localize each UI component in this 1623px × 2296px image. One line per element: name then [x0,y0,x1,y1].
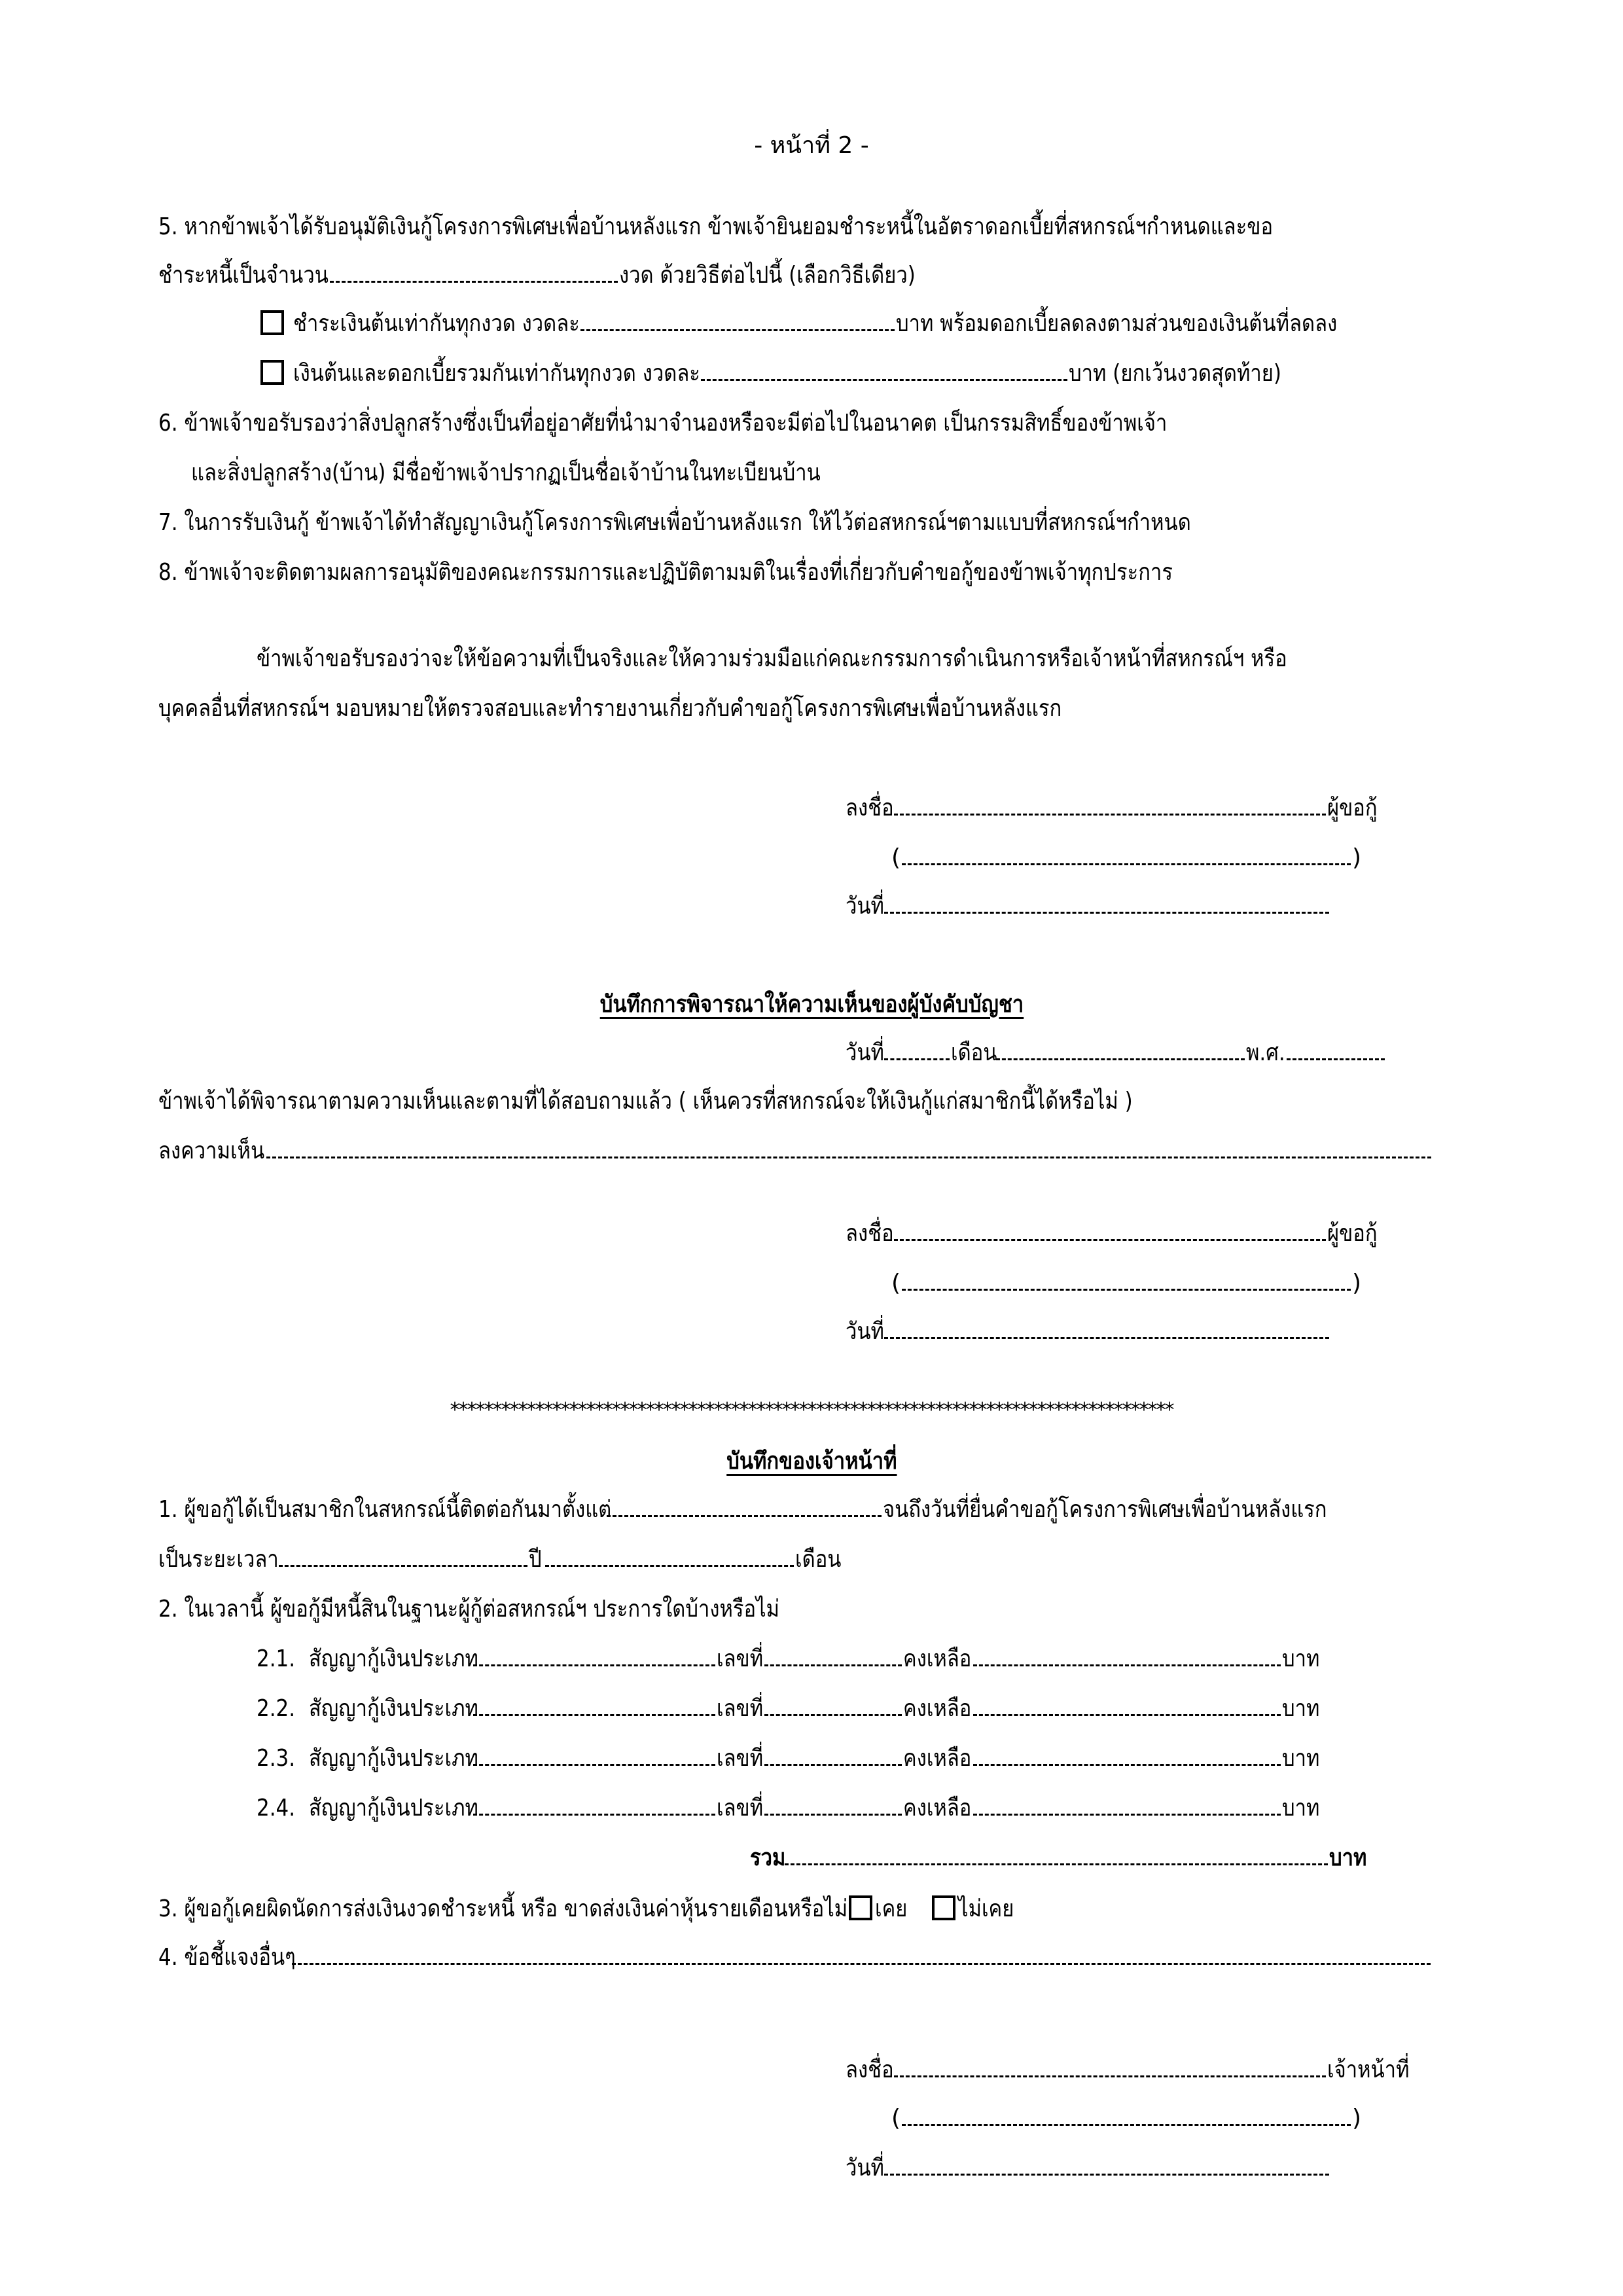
day-field[interactable] [884,1052,950,1060]
option-ever[interactable] [849,1893,912,1926]
contract-type-label: สัญญากู้เงินประเภท [309,1745,479,1772]
contract-row [257,1792,1326,1825]
borrower-name-field[interactable] [902,857,1351,865]
item7: 7. ในการรับเงินกู้ ข้าพเจ้าได้ทำสัญญาเงินกู้โครงการพิเศษเพื่อบ้านหลังแรก ให้ไว้ต่อสหกรณ์ฯตามแบบที่สหกรณ์ฯกำหนด [158,509,1191,536]
supervisor-signature-field[interactable] [894,1232,1326,1241]
contract-number-field[interactable] [764,1708,902,1716]
item8: 8. ข้าพเจ้าจะติดตามผลการอนุมัติของคณะกรรมการและปฏิบัติตามมติในเรื่องที่เกี่ยวกับคำขอกู้ของข้าพเจ้าทุกประการ [158,559,1173,586]
duration-label: เป็นระยะเวลา [158,1546,279,1573]
borrower-date-row [846,890,1330,923]
member-since-field[interactable] [607,1509,882,1517]
contract-index: 2.3. [257,1745,296,1772]
supervisor-name-field[interactable] [902,1282,1351,1291]
borrower-sign-row [846,792,1385,825]
item5-line1: 5. หากข้าพเจ้าได้รับอนุมัติเงินกู้โครงการพิเศษเพื่อบ้านหลังแรก ข้าพเจ้ายินยอมชำระหนี้ในอัตราดอกเบี้ยที่สหกรณ์ฯกำหนดและขอ [158,213,1274,240]
contract-type-field[interactable] [473,1708,715,1716]
date-label: วันที่ [846,2155,884,2181]
item5-line2-prefix: ชำระหนี้เป็นจำนวน [158,262,329,289]
contract-row [257,1643,1326,1676]
opinion-field[interactable] [266,1150,1431,1158]
currency-label: บาท [1282,1745,1320,1772]
contract-row [257,1742,1326,1775]
item4-label: 4. ข้อชี้แจงอื่นๆ [158,1944,296,1971]
officer-item4-row [158,1941,1432,1974]
item6-line1: 6. ข้าพเจ้าขอรับรองว่าสิ่งปลูกสร้างซึ่งเป็นที่อยู่อาศัยที่นำมาจำนองหรือจะมีต่อไปในอนาคต เป็นกรรมสิทธิ์ของข้าพเจ้า [158,410,1168,437]
checkbox-never[interactable] [932,1895,955,1920]
contract-number-field[interactable] [764,1807,902,1816]
checkbox-equal-principal[interactable] [260,310,284,335]
months-label: เดือน [794,1546,841,1573]
item1-suffix: จนถึงวันที่ยื่นคำขอกู้โครงการพิเศษเพื่อบ้านหลังแรก [883,1496,1327,1523]
total-currency: บาท [1329,1844,1367,1871]
officer-section-title: บันทึกของเจ้าหน้าที่ [726,1448,897,1475]
contract-type-label: สัญญากู้เงินประเภท [309,1645,479,1672]
balance-field[interactable] [973,1658,1281,1666]
open-paren: ( [891,2105,901,2132]
balance-label: คงเหลือ [903,1645,972,1672]
contract-type-label: สัญญากู้เงินประเภท [309,1695,479,1722]
option-label: เงินต้นและดอกเบี้ยรวมกันเท่ากันทุกงวด งวดละ [293,360,700,387]
option-suffix: บาท (ยกเว้นงวดสุดท้าย) [1069,360,1282,387]
page-number: - หน้าที่ 2 - [754,132,869,159]
date-label: วันที่ [846,1318,884,1345]
contract-number-field[interactable] [764,1757,902,1766]
month-label: เดือน [950,1039,997,1066]
contract-index: 2.2. [257,1695,296,1722]
year-label: พ.ศ. [1246,1039,1286,1066]
currency-label: บาท [1282,1695,1320,1722]
option-never-label: ไม่เคย [958,1895,1014,1922]
officer-date-row [846,2152,1330,2185]
contract-type-field[interactable] [473,1658,715,1666]
years-label: ปี [528,1546,542,1573]
role-label: เจ้าหน้าที่ [1327,2056,1410,2083]
sign-label: ลงชื่อ [846,2056,894,2083]
option-never[interactable] [932,1893,1023,1926]
balance-label: คงเหลือ [903,1695,972,1722]
item5-line2 [158,259,964,292]
contract-type-label: สัญญากู้เงินประเภท [309,1795,479,1821]
supervisor-date-field[interactable] [884,1331,1329,1339]
officer-signature-field[interactable] [894,2069,1326,2077]
role-label: ผู้ขอกู้ [1327,1220,1378,1247]
year-field[interactable] [1287,1052,1385,1060]
month-field[interactable] [996,1052,1245,1060]
supervisor-consider-text: ข้าพเจ้าได้พิจารณาตามความเห็นและตามที่ได้สอบถามแล้ว ( เห็นควรที่สหกรณ์จะให้เงินกู้แก่สมาชิกนี้ได้หรือไม่ ) [158,1088,1133,1115]
contract-row [257,1693,1326,1725]
officer-date-field[interactable] [884,2167,1329,2176]
officer-item3-row [158,1893,1023,1926]
separator-stars: ************************************************************************************* [450,1399,1173,1422]
supervisor-date-row [846,1037,1386,1069]
contract-number-label: เลขที่ [717,1695,764,1722]
installments-field[interactable] [330,274,618,283]
contract-index: 2.4. [257,1795,296,1821]
item5-line2-suffix: งวด ด้วยวิธีต่อไปนี้ (เลือกวิธีเดียว) [619,262,916,289]
day-label: วันที่ [846,1039,884,1066]
total-row [750,1842,1373,1874]
currency-label: บาท [1282,1645,1320,1672]
checkbox-equal-installment[interactable] [260,360,284,385]
option-ever-label: เคย [874,1895,908,1922]
contract-type-field[interactable] [473,1807,715,1816]
officer-duration-row [158,1543,848,1576]
certify-line2: บุคคลอื่นที่สหกรณ์ฯ มอบหมายให้ตรวจสอบและทำรายงานเกี่ยวกับคำขอกู้โครงการพิเศษเพื่อบ้านหลังแรก [158,695,1062,722]
close-paren: ) [1352,1270,1362,1297]
borrower-name-row [891,842,1361,874]
option-suffix: บาท พร้อมดอกเบี้ยลดลงตามส่วนของเงินต้นที่ลดลง [896,310,1338,337]
sign-label: ลงชื่อ [846,1220,894,1247]
balance-field[interactable] [973,1807,1281,1816]
close-paren: ) [1352,844,1362,871]
close-paren: ) [1352,2105,1362,2132]
supervisor-sign-row [846,1217,1385,1250]
total-field[interactable] [785,1857,1328,1865]
opinion-label: ลงความเห็น [158,1138,265,1164]
open-paren: ( [891,844,901,871]
date-label: วันที่ [846,893,884,920]
contract-number-field[interactable] [764,1658,902,1666]
years-field[interactable] [279,1558,527,1567]
certify-line1: ข้าพเจ้าขอรับรองว่าจะให้ข้อความที่เป็นจริงและให้ความร่วมมือแก่คณะกรรมการดำเนินการหรือเจ้าหน้าที่สหกรณ์ฯ หรือ [257,645,1287,672]
balance-label: คงเหลือ [903,1795,972,1821]
balance-field[interactable] [973,1708,1281,1716]
contract-number-label: เลขที่ [717,1645,764,1672]
officer-item2: 2. ในเวลานี้ ผู้ขอกู้มีหนี้สินในฐานะผู้กู้ต่อสหกรณ์ฯ ประการใดบ้างหรือไม่ [158,1596,780,1623]
contract-number-label: เลขที่ [717,1795,764,1821]
officer-name-row [891,2102,1361,2135]
officer-sign-row [846,2054,1423,2087]
contract-index: 2.1. [257,1645,296,1672]
sign-label: ลงชื่อ [846,795,894,821]
contract-number-label: เลขที่ [717,1745,764,1772]
supervisor-section-title: บันทึกการพิจารณาให้ความเห็นของผู้บังคับบัญชา [599,991,1024,1018]
currency-label: บาท [1282,1795,1320,1821]
borrower-signature-field[interactable] [894,807,1326,816]
balance-field[interactable] [973,1757,1281,1766]
supervisor-date-sign-row [846,1316,1330,1348]
role-label: ผู้ขอกู้ [1327,795,1378,821]
payment-option-equal-installment[interactable] [260,357,1316,390]
item4-field[interactable] [292,1956,1431,1965]
supervisor-name-row [891,1267,1361,1300]
item1-prefix: 1. ผู้ขอกู้ได้เป็นสมาชิกในสหกรณ์นี้ติดต่อกันมาตั้งแต่ [158,1496,612,1523]
option-label: ชำระเงินต้นเท่ากันทุกงวด งวดละ [293,310,580,337]
amount-field-equal-principal[interactable] [580,323,895,331]
months-field[interactable] [545,1558,794,1567]
supervisor-opinion-row [158,1135,1433,1168]
borrower-date-field[interactable] [884,905,1329,914]
officer-item1-row [158,1494,1399,1526]
payment-option-equal-principal[interactable] [260,308,1409,340]
contract-type-field[interactable] [473,1757,715,1766]
balance-label: คงเหลือ [903,1745,972,1772]
open-paren: ( [891,1270,901,1297]
officer-name-field[interactable] [902,2117,1351,2126]
checkbox-ever[interactable] [849,1895,872,1920]
item3-text: 3. ผู้ขอกู้เคยผิดนัดการส่งเงินงวดชำระหนี้ หรือ ขาดส่งเงินค่าหุ้นรายเดือนหรือไม่ [158,1895,848,1922]
amount-field-equal-installment[interactable] [701,372,1067,381]
total-label: รวม [750,1844,786,1871]
item6-line2: และสิ่งปลูกสร้าง(บ้าน) มีชื่อข้าพเจ้าปรากฏเป็นชื่อเจ้าบ้านในทะเบียนบ้าน [191,459,821,486]
